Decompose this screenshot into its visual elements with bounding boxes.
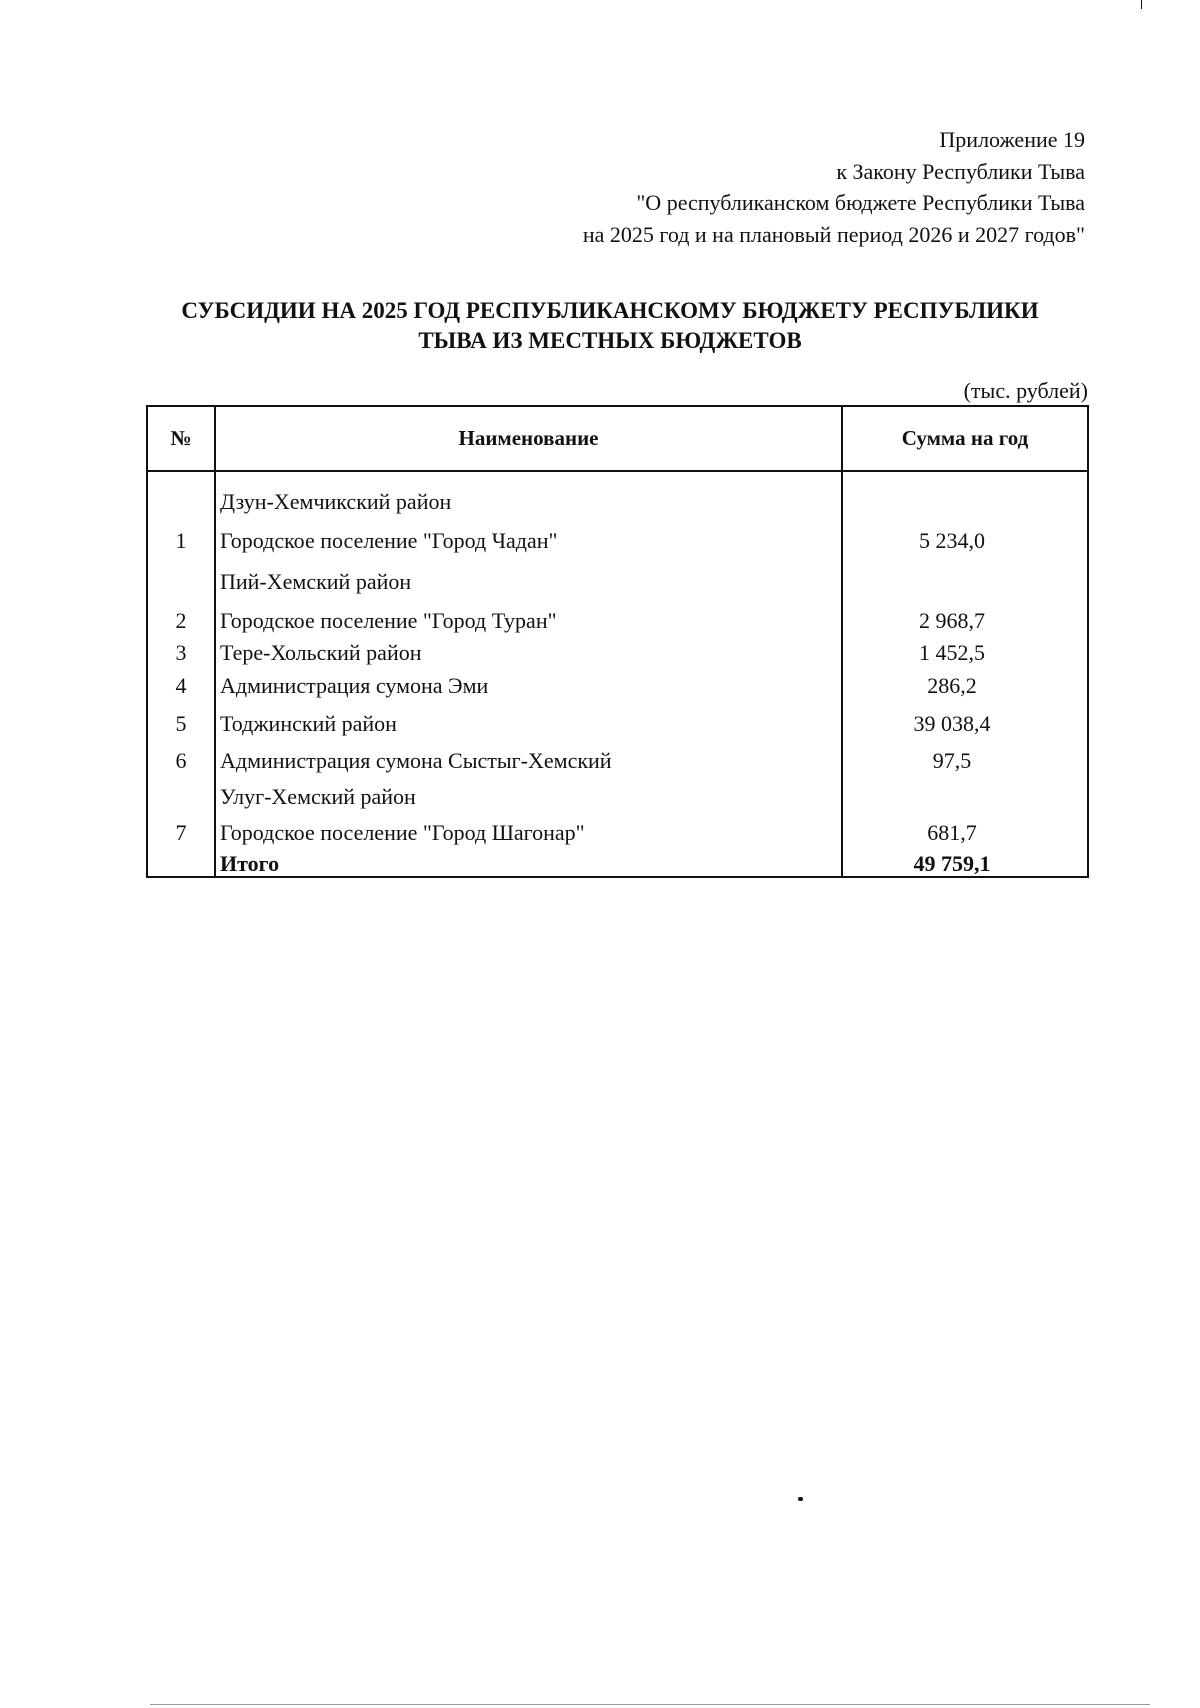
table-row: [147, 553, 1088, 594]
row-name: Улуг-Хемский район: [215, 773, 842, 809]
appendix-line: на 2025 год и на плановый период 2026 и 2027 годов": [582, 221, 1085, 247]
row-amount: [842, 773, 1088, 809]
document-title: [145, 296, 1075, 356]
total-label: Итого: [215, 845, 842, 877]
scan-edge-mark-bottom: [150, 1704, 1150, 1705]
row-name: Пий-Хемский район: [215, 553, 842, 594]
scan-dot: [798, 1497, 803, 1501]
subsidies-table: [146, 405, 1089, 878]
row-name: Дзун-Хемчикский район: [215, 471, 842, 514]
table-row: [147, 736, 1088, 773]
table-row: [147, 773, 1088, 809]
header-number: №: [147, 406, 215, 471]
row-name: Городское поселение "Город Туран": [215, 594, 842, 633]
row-number: [147, 553, 215, 594]
table-row: [147, 514, 1088, 553]
row-number: 1: [147, 514, 215, 553]
header-amount: Сумма на год: [842, 406, 1088, 471]
row-amount: 286,2: [842, 665, 1088, 698]
unit-label: (тыс. рублей): [963, 378, 1088, 403]
total-number-cell: [147, 845, 215, 877]
row-number: 3: [147, 633, 215, 665]
table-row: [147, 698, 1088, 736]
title-line-1: СУБСИДИИ НА 2025 ГОД РЕСПУБЛИКАНСКОМУ БЮДЖЕТУ РЕСПУБЛИКИ: [181, 298, 1039, 323]
row-number: 5: [147, 698, 215, 736]
total-amount: 49 759,1: [842, 845, 1088, 877]
scan-edge-mark-top: [1141, 0, 1142, 9]
row-number: 4: [147, 665, 215, 698]
row-amount: 5 234,0: [842, 514, 1088, 553]
table-row: [147, 633, 1088, 665]
appendix-line: Приложение 19: [939, 127, 1085, 152]
row-number: [147, 471, 215, 514]
title-line-2: ТЫВА ИЗ МЕСТНЫХ БЮДЖЕТОВ: [418, 328, 802, 353]
row-name: Тоджинский район: [215, 698, 842, 736]
table-row: [147, 665, 1088, 698]
row-amount: [842, 553, 1088, 594]
row-amount: [842, 471, 1088, 514]
row-number: [147, 773, 215, 809]
row-amount: 97,5: [842, 736, 1088, 773]
row-name: Администрация сумона Эми: [215, 665, 842, 698]
appendix-line: "О республиканском бюджете Республики Тыва: [636, 190, 1085, 215]
row-name: Городское поселение "Город Шагонар": [215, 809, 842, 845]
header-name: Наименование: [215, 406, 842, 471]
table-header-row: [147, 406, 1088, 471]
row-name: Администрация сумона Сыстыг-Хемский: [215, 736, 842, 773]
table-row: [147, 809, 1088, 845]
appendix-line: к Закону Республики Тыва: [836, 158, 1085, 184]
row-number: 6: [147, 736, 215, 773]
table-total-row: [147, 845, 1088, 877]
row-amount: 2 968,7: [842, 594, 1088, 633]
row-amount: 39 038,4: [842, 698, 1088, 736]
row-number: 7: [147, 809, 215, 845]
row-name: Тере-Хольский район: [215, 633, 842, 665]
table-row: [147, 471, 1088, 514]
row-name: Городское поселение "Город Чадан": [215, 514, 842, 553]
table-row: [147, 594, 1088, 633]
row-amount: 681,7: [842, 809, 1088, 845]
appendix-header: [583, 124, 1085, 250]
row-number: 2: [147, 594, 215, 633]
row-amount: 1 452,5: [842, 633, 1088, 665]
